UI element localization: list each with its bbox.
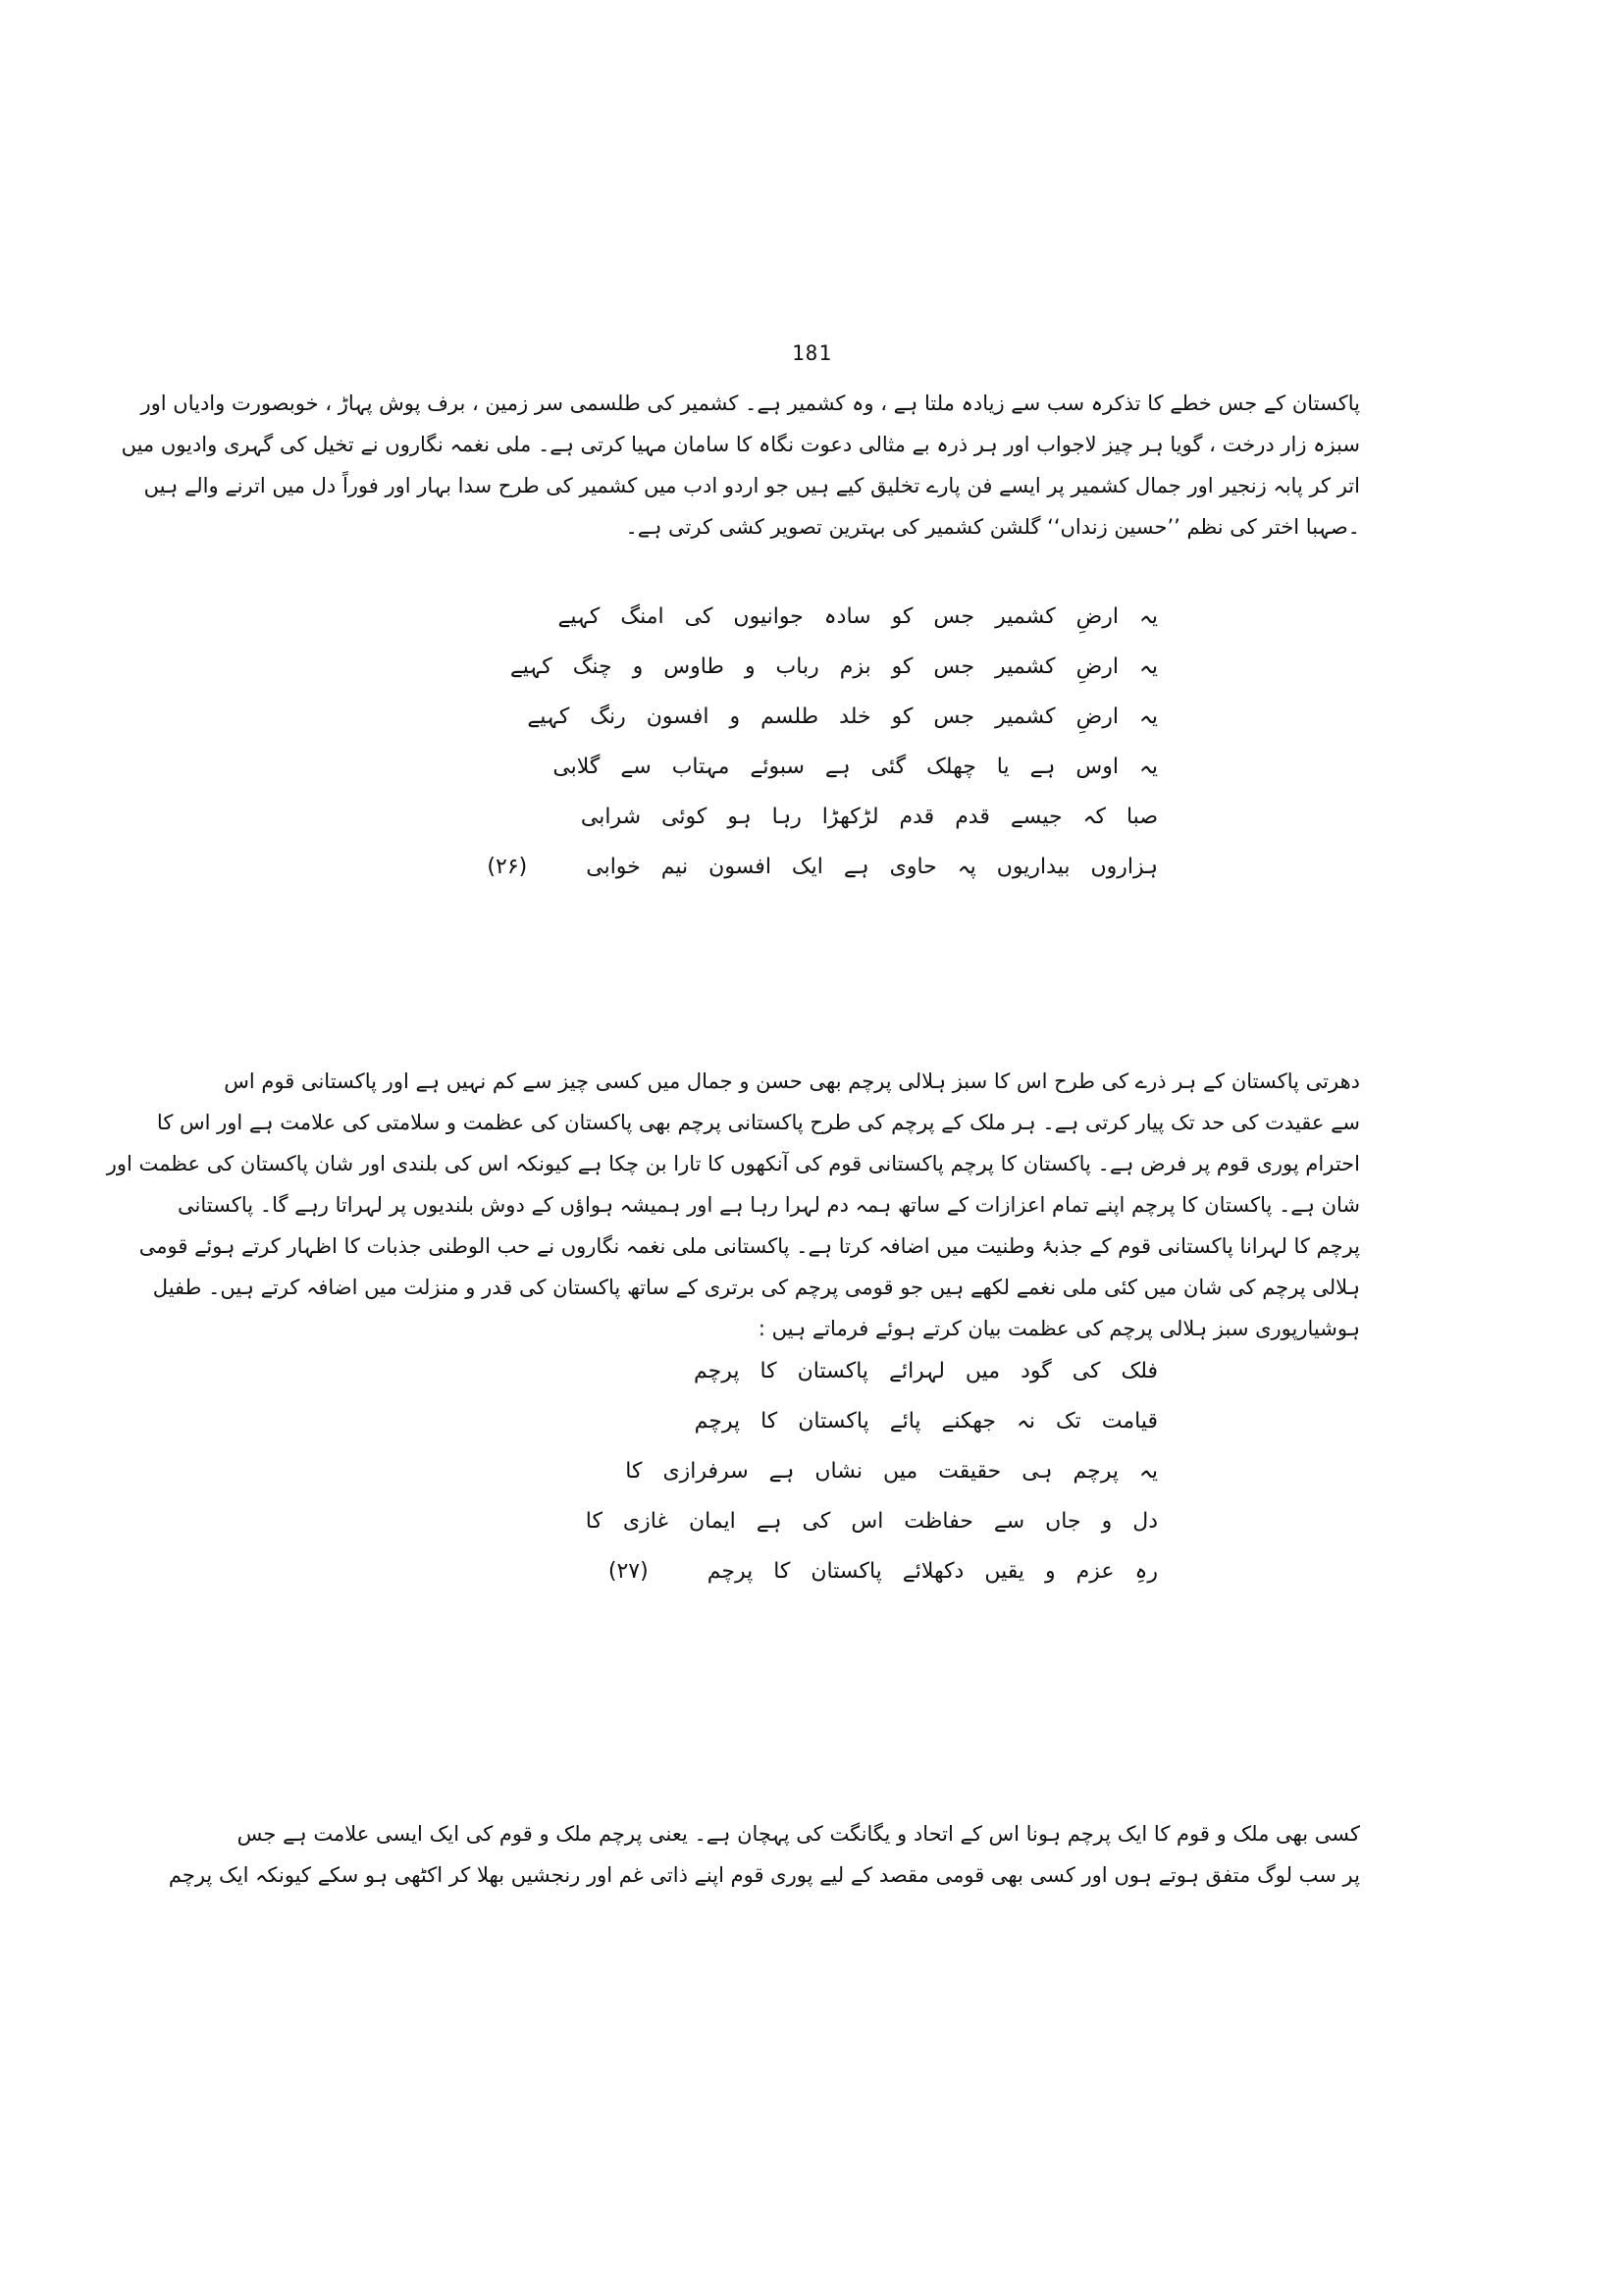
verse-text: رہِ عزم و یقیں دکھلائے پاکستان کا پرچم (707, 1559, 1158, 1584)
verse-line (510, 742, 1158, 792)
verse-text: فلک کی گود میں لہرائے پاکستان کا پرچم (693, 1359, 1158, 1383)
verse-text: یہ پرچم ہی حقیقت میں نشاں ہے سرفرازی کا (625, 1459, 1158, 1484)
text-line: ہوشیارپوری سبز ہلالی پرچم کی عظمت بیان کرتے ہوئے فرماتے ہیں : (758, 1317, 1360, 1340)
poem-kashmir (487, 592, 1158, 892)
text-line: کسی بھی ملک و قوم کا ایک پرچم ہونا اس کے اتحاد و یگانگت کی پہچان ہے۔ یعنی پرچم ملک و قوم کی ایک ایسی علامت ہے جس (236, 1822, 1360, 1846)
verse-text: ہزاروں بیداریوں پہ حاوی ہے ایک افسون نیم خوابی (586, 855, 1158, 879)
verse-line (510, 1346, 1158, 1396)
text-line: احترام پوری قوم پر فرض ہے۔ پاکستان کا پرچم پاکستانی قوم کی آنکھوں کا تارا بن چکا ہے کیونکہ اس کی بلندی اور شان پاکستان کی عظمت اور (106, 1152, 1360, 1175)
verse-text: یہ ارضِ کشمیر جس کو بزم رباب و طاوس و چنگ کہیے (509, 654, 1158, 679)
text-line: پر سب لوگ متفق ہوتے ہوں اور کسی بھی قومی مقصد کے لیے پوری قوم اپنے ذاتی غم اور رنجشیں بھلا کر اکٹھی ہو سکے کیونکہ ایک پرچم (168, 1863, 1360, 1887)
verse-text: یہ اوس ہے یا چھلک گئی ہے سبوئے مہتاب سے گلابی (552, 755, 1158, 779)
verse-line (510, 1546, 1158, 1596)
verse-text: یہ ارضِ کشمیر جس کو سادہ جوانیوں کی امنگ کہیے (557, 604, 1158, 629)
text-line: پاکستان کے جس خطے کا تذکرہ سب سے زیادہ ملتا ہے ، وہ کشمیر ہے۔ کشمیر کی طلسمی سر زمین ، برف پوش پہاڑ ، خوبصورت وادیاں اور (140, 391, 1360, 415)
text-line: دھرتی پاکستان کے ہر ذرے کی طرح اس کا سبز ہلالی پرچم بھی حسن و جمال میں کسی چیز سے کم نہیں ہے اور پاکستانی قوم اس (224, 1069, 1360, 1093)
text-line: شان ہے۔ پاکستان کا پرچم اپنے تمام اعزازات کے ساتھ ہمہ دم لہرا رہا ہے اور ہمیشہ ہواؤں کے دوش بلندیوں پر لہراتا رہے گا۔ پاکستانی (178, 1193, 1360, 1217)
verse-line (510, 1446, 1158, 1496)
verse-line (510, 592, 1158, 642)
poem-flag (510, 1346, 1158, 1596)
page-number: 181 (792, 341, 832, 365)
verse-line (510, 642, 1158, 692)
verse-line (510, 1396, 1158, 1446)
verse-line (510, 792, 1158, 842)
verse-text: دل و جاں سے حفاظت اس کی ہے ایمان غازی کا (585, 1509, 1158, 1534)
verse-text: قیامت تک نہ جھکنے پائے پاکستان کا پرچم (694, 1409, 1158, 1434)
paragraph-kashmir (121, 383, 1360, 548)
text-line: پرچم کا لہرانا پاکستانی قوم کے جذبۂ وطنیت میں اضافہ کرتا ہے۔ پاکستانی ملی نغمہ نگاروں نے حب الوطنی جذبات کا اظہار کرتے ہوئے قومی (138, 1234, 1360, 1258)
text-line: سبزہ زار درخت ، گویا ہر چیز لاجواب اور ہر ذرہ بے مثالی دعوت نگاہ کا سامان مہیا کرتی ہے۔ ملی نغمہ نگاروں نے تخیل کی گہری وادیوں میں (121, 433, 1360, 456)
paragraph-flag (106, 1061, 1360, 1349)
text-line: اتر کر پابہ زنجیر اور جمال کشمیر پر ایسے فن پارے تخلیق کیے ہیں جو اردو ادب میں کشمیر کی طرح سدا بہار اور فوراً دل میں اترنے والے ہیں (143, 474, 1360, 497)
text-line: ۔صہبا اختر کی نظم ’’حسین زنداں‘‘ گلشن کشمیر کی بہترین تصویر کشی کرتی ہے۔ (625, 515, 1360, 539)
verse-line (487, 842, 1158, 892)
verse-line (510, 1496, 1158, 1546)
verse-line (510, 692, 1158, 742)
verse-text: صبا کہ جیسے قدم قدم لڑکھڑا رہا ہو کوئی شرابی (580, 805, 1158, 829)
paragraph-unity (168, 1813, 1360, 1896)
verse-text: یہ ارضِ کشمیر جس کو خلد طلسم و افسون رنگ کہیے (527, 704, 1158, 729)
reference-number: (۲۶) (487, 855, 528, 879)
text-line: سے عقیدت کی حد تک پیار کرتی ہے۔ ہر ملک کے پرچم کی طرح پاکستانی پرچم بھی پاکستان کی عظمت و سلامتی کی علامت ہے اور اس کا (156, 1111, 1360, 1134)
reference-number: (۲۷) (607, 1559, 649, 1584)
text-line: ہلالی پرچم کی شان میں کئی ملی نغمے لکھے ہیں جو قومی پرچم کی برتری کے ساتھ پاکستان کی قدر و منزلت میں اضافہ کرتے ہیں۔ طفیل (152, 1276, 1360, 1299)
